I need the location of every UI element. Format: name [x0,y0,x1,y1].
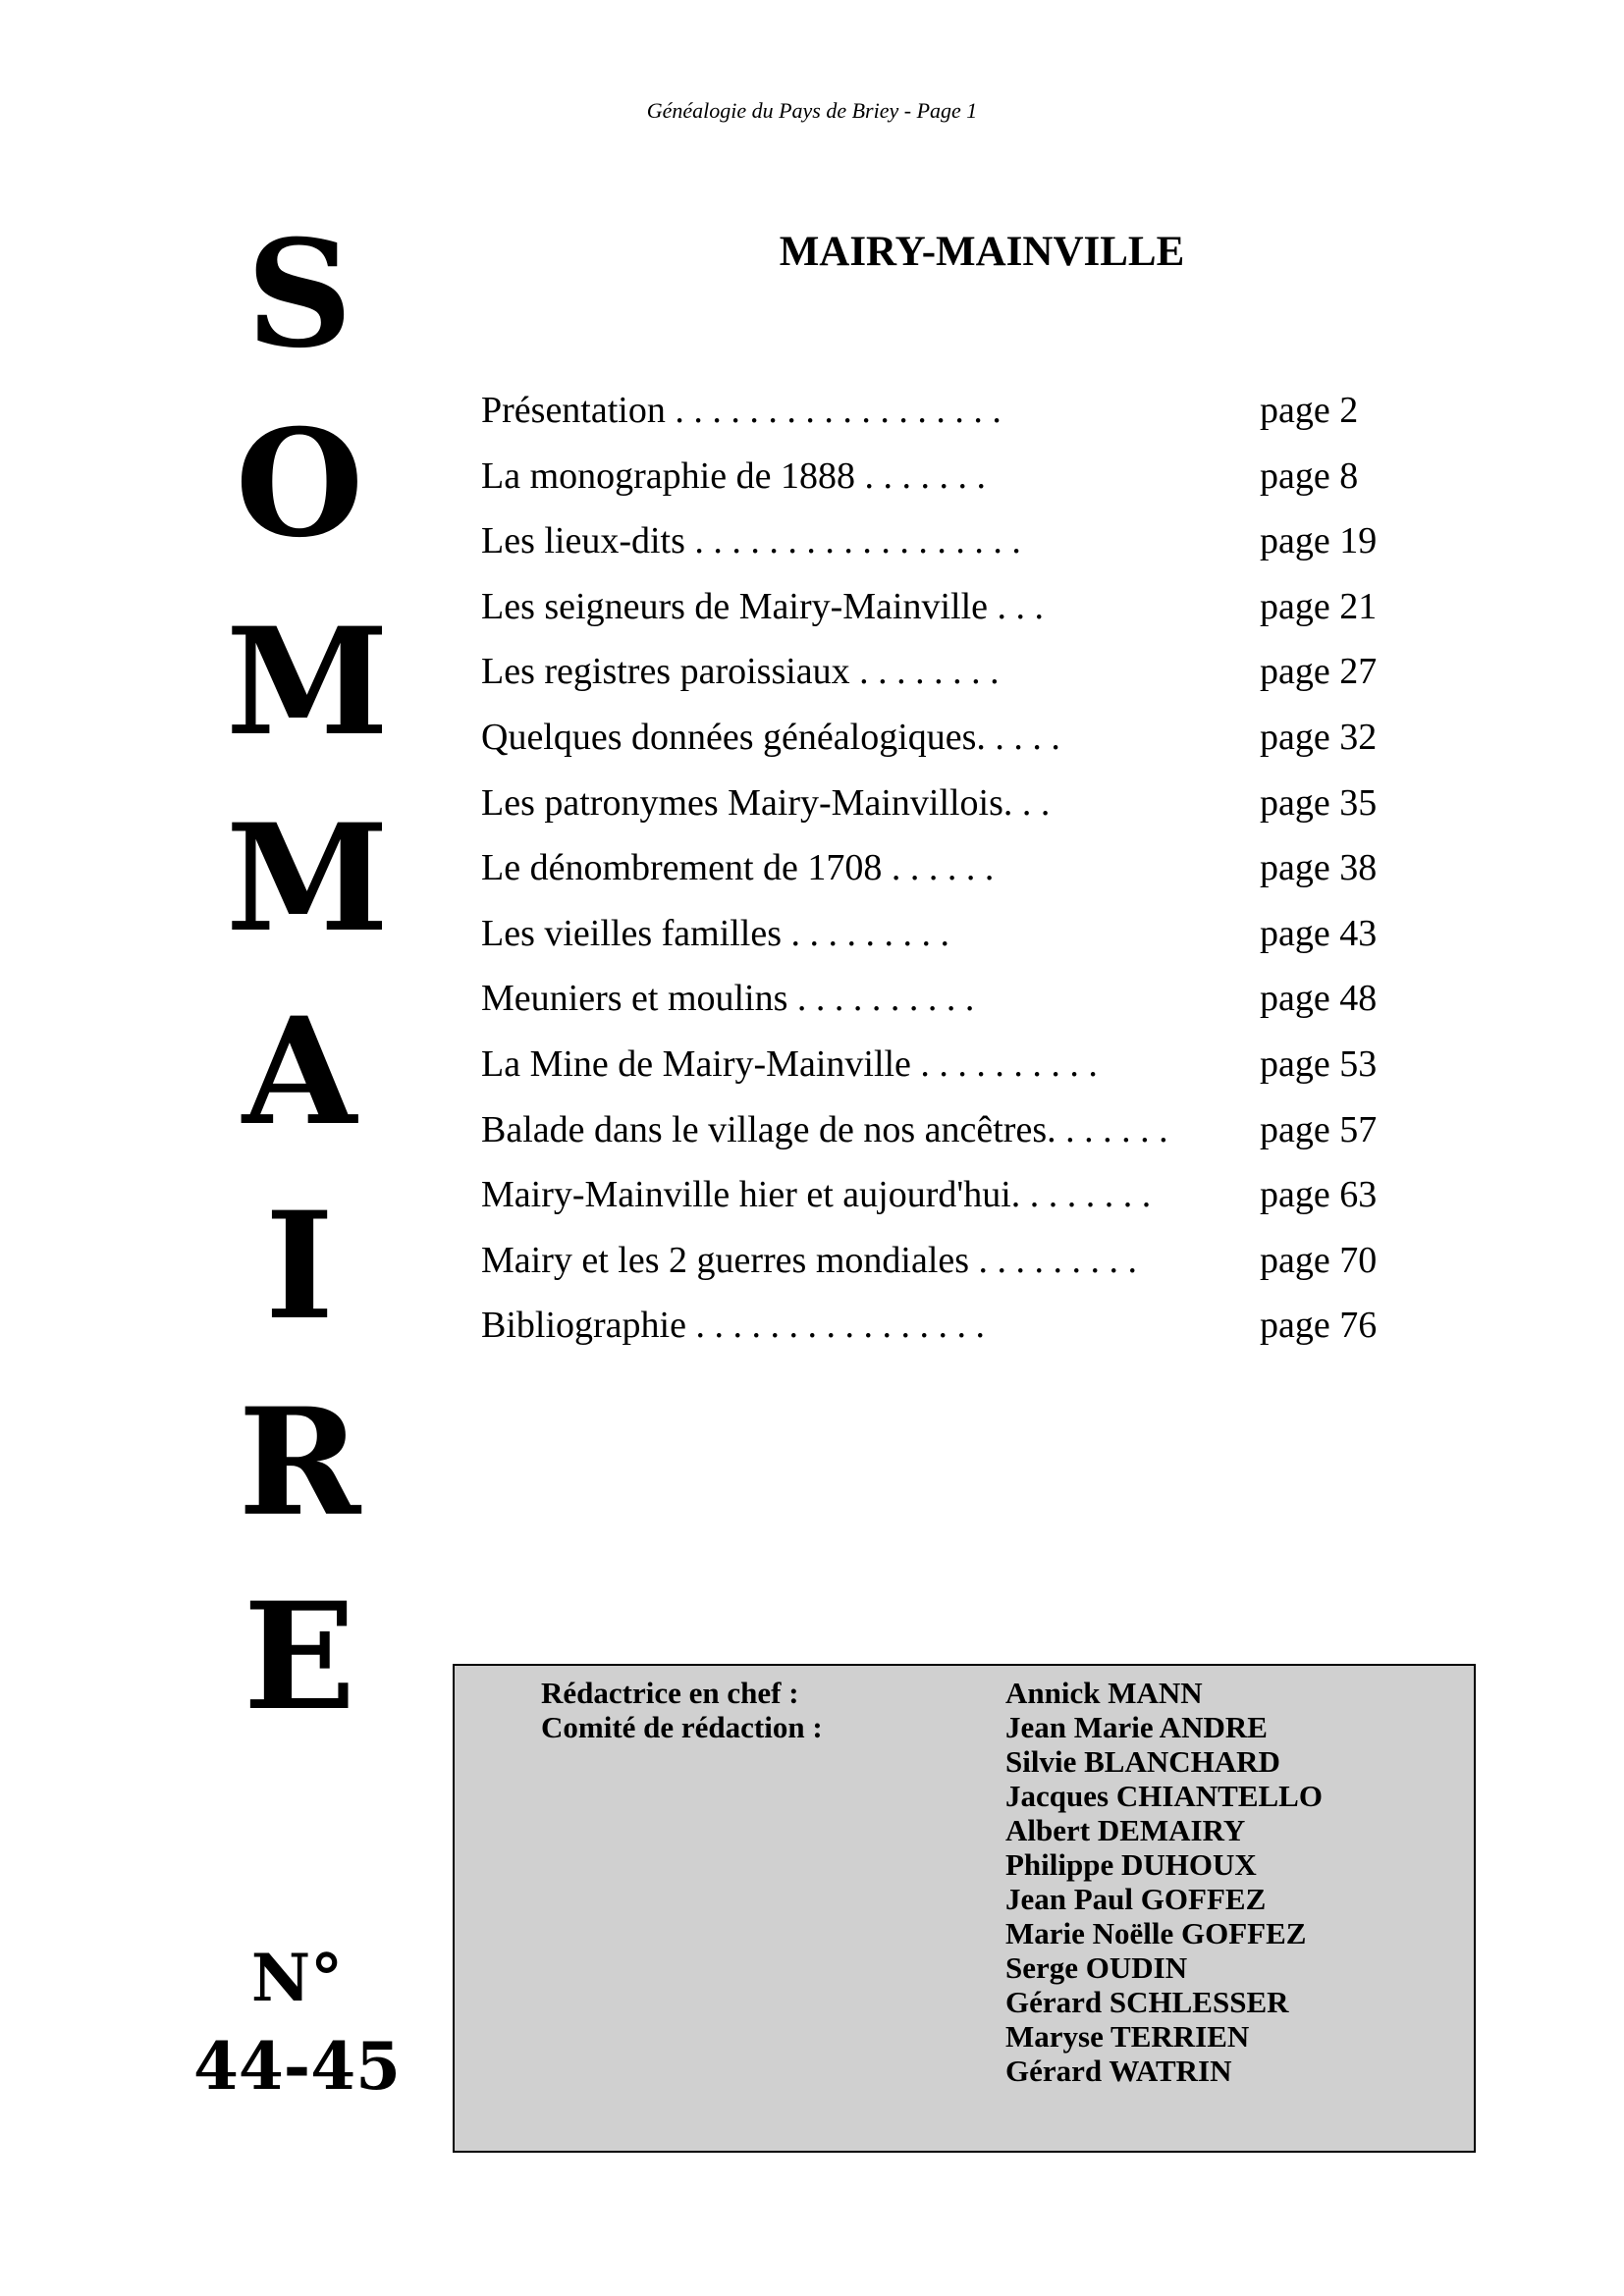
toc-entry [481,639,1424,705]
vertical-title-letter: I [264,1180,335,1353]
credits-box [453,1664,1476,2153]
toc-entry [481,508,1424,574]
toc-entry [481,835,1424,901]
toc-entry-page: page 48 [1260,978,1378,1020]
credit-name: Jean Paul GOFFEZ [1005,1882,1267,1916]
issue-number: 44-45 [192,2028,402,2105]
toc-entry-title: Bibliographie . . . . . . . . . . . . . . . . [481,1305,985,1347]
credit-name: Albert DEMAIRY [1005,1813,1246,1847]
vertical-title-letter: M [226,792,390,965]
toc-entry-page: page 35 [1260,781,1378,824]
editorial-committee-label: Comité de rédaction : [541,1710,823,1744]
toc-entry-title: La monographie de 1888 . . . . . . . [481,454,986,497]
credit-name: Silvie BLANCHARD [1005,1744,1280,1779]
editor-in-chief-label: Rédactrice en chef : [541,1676,799,1710]
credit-name: Jean Marie ANDRE [1005,1710,1268,1744]
toc-entry [481,574,1424,640]
credits-names-list [1005,1676,1323,2088]
toc-entry [481,705,1424,771]
toc-entry-page: page 70 [1260,1239,1378,1281]
credit-name: Maryse TERRIEN [1005,2019,1250,2054]
toc-entry-page: page 43 [1260,912,1378,954]
toc-entry-page: page 2 [1260,390,1359,431]
toc-entry [481,1032,1424,1097]
toc-entry-title: Quelques données généalogiques. . . . . [481,716,1060,758]
vertical-title-letter: M [226,596,390,769]
toc-entry [481,901,1424,967]
toc-entry-page: page 53 [1260,1042,1378,1085]
toc-entry [481,1293,1424,1359]
vertical-title-letter: E [243,1571,356,1743]
issue-symbol: N° [250,1940,344,2016]
toc-entry-title: Les seigneurs de Mairy-Mainville . . . [481,585,1045,627]
toc-entry-page: page 57 [1260,1108,1378,1150]
toc-entry-page: page 21 [1260,585,1378,627]
toc-entry [481,444,1424,509]
credit-name: Marie Noëlle GOFFEZ [1005,1916,1307,1950]
credit-name: Jacques CHIANTELLO [1005,1779,1323,1813]
toc-entry-page: page 27 [1260,651,1378,693]
toc-entry-title: Présentation . . . . . . . . . . . . . . . . . . [481,390,1001,431]
toc-entry [481,1162,1424,1228]
toc-entry [481,1097,1424,1163]
toc-entry [481,966,1424,1032]
credit-name: Serge OUDIN [1005,1950,1188,1985]
toc-entry [481,378,1424,444]
toc-entry-title: Les vieilles familles . . . . . . . . . [481,912,950,954]
credit-name: Philippe DUHOUX [1005,1847,1257,1882]
credit-name: Gérard WATRIN [1005,2054,1232,2088]
toc-entry-title: Le dénombrement de 1708 . . . . . . [481,847,995,889]
table-of-contents [481,378,1424,1359]
toc-entry-title: La Mine de Mairy-Mainville . . . . . . . . . . [481,1042,1098,1085]
toc-entry-page: page 38 [1260,847,1378,889]
toc-entry-title: Les lieux-dits . . . . . . . . . . . . . . . . . . [481,520,1021,562]
vertical-title-letter: R [238,1376,361,1549]
vertical-title-letter: S [245,208,353,381]
toc-entry-title: Meuniers et moulins . . . . . . . . . . [481,978,975,1020]
toc-entry [481,1228,1424,1294]
toc-entry-page: page 8 [1260,454,1359,497]
vertical-title-letter: O [235,398,364,570]
toc-entry-page: page 32 [1260,716,1378,758]
toc-entry-title: Mairy-Mainville hier et aujourd'hui. . . . . . . . [481,1174,1152,1216]
toc-entry-page: page 19 [1260,520,1378,562]
vertical-title-letter: A [242,986,357,1158]
toc-entry-title: Mairy et les 2 guerres mondiales . . . . . . . . . [481,1239,1138,1281]
credit-name: Gérard SCHLESSER [1005,1985,1289,2019]
toc-entry-title: Les registres paroissiaux . . . . . . . . [481,651,1000,693]
toc-entry-title: Balade dans le village de nos ancêtres. . . . . . . [481,1108,1168,1150]
credit-name: Annick MANN [1005,1676,1203,1710]
toc-entry-page: page 63 [1260,1174,1378,1216]
toc-entry-page: page 76 [1260,1305,1378,1347]
toc-entry-title: Les patronymes Mairy-Mainvillois. . . [481,781,1051,824]
page-title: MAIRY-MAINVILLE [779,229,1185,275]
toc-entry [481,771,1424,836]
running-header: Généalogie du Pays de Briey - Page 1 [646,98,978,123]
